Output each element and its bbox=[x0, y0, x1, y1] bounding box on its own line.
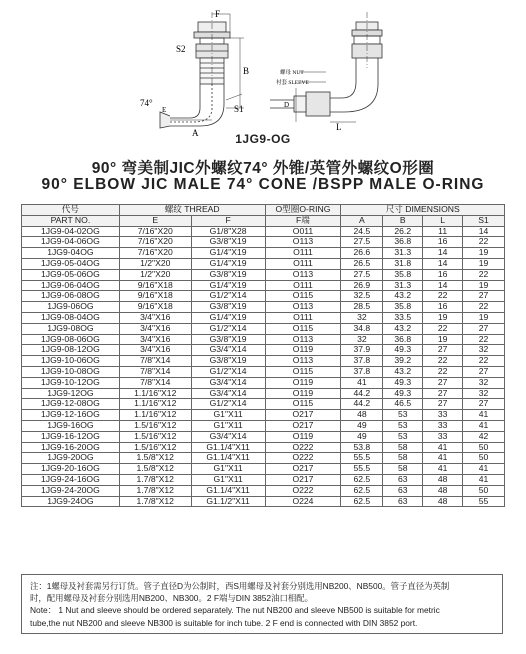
table-cell: 53 bbox=[383, 420, 423, 431]
table-cell: G1"X11 bbox=[191, 464, 265, 475]
table-cell: G1/4"X19 bbox=[191, 280, 265, 291]
table-row bbox=[22, 485, 505, 496]
table-row bbox=[22, 269, 505, 280]
table-cell: O217 bbox=[265, 464, 341, 475]
note-line: 注：1螺母及衬套需另行订货。管子直径D为公制时，西S用螺母及衬套分别选用NB200、NB500。管子直径为英制 bbox=[30, 581, 450, 591]
header-f: F bbox=[191, 215, 265, 226]
table-cell: 34.8 bbox=[341, 323, 383, 334]
table-cell: G3/4"X14 bbox=[191, 377, 265, 388]
table-cell: 31.3 bbox=[383, 280, 423, 291]
table-cell: 43.2 bbox=[383, 323, 423, 334]
table-cell: 33.5 bbox=[383, 312, 423, 323]
table-row bbox=[22, 496, 505, 507]
table-cell: 1JG9-08-06OG bbox=[22, 334, 120, 345]
table-cell: 9/16"X18 bbox=[119, 291, 191, 302]
table-cell: 53.8 bbox=[341, 442, 383, 453]
table-cell: 55.5 bbox=[341, 453, 383, 464]
table-cell: 32 bbox=[463, 377, 505, 388]
table-cell: G1"X11 bbox=[191, 474, 265, 485]
table-cell: 48 bbox=[341, 410, 383, 421]
table-cell: 31.3 bbox=[383, 248, 423, 259]
table-cell: G3/8"X19 bbox=[191, 237, 265, 248]
table-cell: 1JG9-20OG bbox=[22, 453, 120, 464]
table-row bbox=[22, 248, 505, 259]
table-cell: O222 bbox=[265, 442, 341, 453]
table-cell: 1JG9-24-20OG bbox=[22, 485, 120, 496]
label-l: L bbox=[336, 122, 342, 132]
table-cell: 62.5 bbox=[341, 496, 383, 507]
table-row bbox=[22, 420, 505, 431]
table-cell: 58 bbox=[383, 464, 423, 475]
table-cell: G1.1/2"X11 bbox=[191, 496, 265, 507]
table-cell: 19 bbox=[463, 312, 505, 323]
table-row bbox=[22, 377, 505, 388]
table-cell: G1/4"X19 bbox=[191, 248, 265, 259]
table-row bbox=[22, 280, 505, 291]
fitting-drawing bbox=[130, 8, 400, 138]
table-cell: 58 bbox=[383, 442, 423, 453]
table-cell: 1.7/8"X12 bbox=[119, 496, 191, 507]
table-cell: O119 bbox=[265, 345, 341, 356]
table-cell: 1JG9-12-08OG bbox=[22, 399, 120, 410]
table-cell: 36.8 bbox=[383, 334, 423, 345]
table-cell: 31.8 bbox=[383, 258, 423, 269]
table-cell: 27 bbox=[463, 323, 505, 334]
table-cell: 1JG9-12OG bbox=[22, 388, 120, 399]
table-cell: 7/8"X14 bbox=[119, 356, 191, 367]
table-cell: 41 bbox=[423, 453, 463, 464]
table-cell: 48 bbox=[423, 474, 463, 485]
table-cell: 22 bbox=[423, 323, 463, 334]
table-cell: 41 bbox=[463, 474, 505, 485]
table-cell: O111 bbox=[265, 258, 341, 269]
table-cell: 43.2 bbox=[383, 291, 423, 302]
table-row bbox=[22, 366, 505, 377]
table-cell: 1/2"X20 bbox=[119, 269, 191, 280]
table-cell: 48 bbox=[423, 485, 463, 496]
table-cell: 46.5 bbox=[383, 399, 423, 410]
table-cell: O222 bbox=[265, 485, 341, 496]
note-line: tube,the nut NB200 and sleeve NB300 is suitable for inch tube. 2 F end is connected with DIN 3852 port. bbox=[30, 617, 418, 628]
table-cell: 1JG9-06OG bbox=[22, 302, 120, 313]
header-a: A bbox=[341, 215, 383, 226]
notes-box bbox=[21, 574, 503, 634]
table-cell: 14 bbox=[423, 248, 463, 259]
table-cell: 27 bbox=[423, 388, 463, 399]
header-dimensions: 尺寸 DIMENSIONS bbox=[341, 205, 505, 216]
table-cell: G3/4"X14 bbox=[191, 431, 265, 442]
table-cell: G3/8"X19 bbox=[191, 302, 265, 313]
model-code: 1JG9-OG bbox=[235, 132, 291, 146]
label-b: B bbox=[243, 66, 250, 76]
table-cell: 1JG9-24-16OG bbox=[22, 474, 120, 485]
table-cell: 44.2 bbox=[341, 399, 383, 410]
table-cell: 3/4"X16 bbox=[119, 345, 191, 356]
table-cell: 19 bbox=[463, 248, 505, 259]
table-cell: G1/2"X14 bbox=[191, 323, 265, 334]
table-cell: 37.9 bbox=[341, 345, 383, 356]
table-row bbox=[22, 323, 505, 334]
table-cell: 22 bbox=[423, 356, 463, 367]
table-cell: G1/2"X14 bbox=[191, 366, 265, 377]
table-cell: O115 bbox=[265, 399, 341, 410]
table-cell: G1"X11 bbox=[191, 420, 265, 431]
table-cell: 32 bbox=[341, 334, 383, 345]
header-row-2 bbox=[22, 215, 505, 226]
table-cell: 32 bbox=[463, 345, 505, 356]
table-row bbox=[22, 399, 505, 410]
table-cell: 41 bbox=[463, 464, 505, 475]
table-cell: 35.8 bbox=[383, 302, 423, 313]
table-cell: 1JG9-16OG bbox=[22, 420, 120, 431]
table-cell: G1/4"X19 bbox=[191, 258, 265, 269]
table-cell: 1.5/16"X12 bbox=[119, 431, 191, 442]
header-f-end: F端 bbox=[265, 215, 341, 226]
table-cell: 26.2 bbox=[383, 226, 423, 237]
table-cell: 1JG9-10-06OG bbox=[22, 356, 120, 367]
table-cell: 44.2 bbox=[341, 388, 383, 399]
table-cell: 58 bbox=[383, 453, 423, 464]
label-a: A bbox=[192, 128, 199, 138]
note-line: Note： 1 Nut and sleeve should be ordered separately. The nut NB200 and sleeve NB500 is suitable for metric bbox=[30, 605, 440, 616]
table-cell: 16 bbox=[423, 269, 463, 280]
table-cell: 22 bbox=[463, 334, 505, 345]
table-cell: 1.5/16"X12 bbox=[119, 420, 191, 431]
table-cell: 16 bbox=[423, 302, 463, 313]
table-cell: 1.1/16"X12 bbox=[119, 388, 191, 399]
table-cell: 1.1/16"X12 bbox=[119, 410, 191, 421]
table-cell: G1/2"X14 bbox=[191, 291, 265, 302]
label-s2: S2 bbox=[176, 44, 186, 54]
table-cell: 22 bbox=[423, 291, 463, 302]
table-cell: G1/4"X19 bbox=[191, 312, 265, 323]
table-cell: 1/2"X20 bbox=[119, 258, 191, 269]
header-code: 代号 bbox=[22, 205, 120, 216]
table-cell: 1JG9-10-08OG bbox=[22, 366, 120, 377]
table-row bbox=[22, 312, 505, 323]
table-cell: O113 bbox=[265, 237, 341, 248]
table-cell: 1JG9-16-20OG bbox=[22, 442, 120, 453]
table-cell: 1JG9-10-12OG bbox=[22, 377, 120, 388]
table-cell: 22 bbox=[463, 302, 505, 313]
table-cell: 1JG9-06-04OG bbox=[22, 280, 120, 291]
table-cell: 41 bbox=[463, 410, 505, 421]
label-nut: 螺母 NUT bbox=[280, 70, 304, 76]
table-cell: G1.1/4"X11 bbox=[191, 485, 265, 496]
table-cell: 28.5 bbox=[341, 302, 383, 313]
table-row bbox=[22, 388, 505, 399]
table-cell: 22 bbox=[423, 366, 463, 377]
table-row bbox=[22, 334, 505, 345]
header-oring: O型圈O-RING bbox=[265, 205, 341, 216]
table-cell: 50 bbox=[463, 485, 505, 496]
table-cell: 50 bbox=[463, 442, 505, 453]
table-cell: 9/16"X18 bbox=[119, 280, 191, 291]
table-row bbox=[22, 356, 505, 367]
table-cell: 33 bbox=[423, 420, 463, 431]
table-cell: 53 bbox=[383, 410, 423, 421]
table-cell: 1JG9-12-16OG bbox=[22, 410, 120, 421]
table-cell: 1.1/16"X12 bbox=[119, 399, 191, 410]
table-cell: 19 bbox=[463, 258, 505, 269]
table-cell: O115 bbox=[265, 323, 341, 334]
table-cell: 42 bbox=[463, 431, 505, 442]
table-cell: 32.5 bbox=[341, 291, 383, 302]
table-cell: O222 bbox=[265, 453, 341, 464]
title-english: 90° ELBOW JIC MALE 74° CONE /BSPP MALE O-RING bbox=[41, 176, 485, 193]
table-cell: 32 bbox=[463, 388, 505, 399]
table-cell: 26.9 bbox=[341, 280, 383, 291]
table-cell: 48 bbox=[423, 496, 463, 507]
table-cell: 7/8"X14 bbox=[119, 366, 191, 377]
table-cell: O113 bbox=[265, 302, 341, 313]
table-cell: 41 bbox=[423, 442, 463, 453]
label-sleeve: 衬套 SLEEVE bbox=[276, 80, 309, 86]
table-cell: 43.2 bbox=[383, 366, 423, 377]
table-cell: O115 bbox=[265, 366, 341, 377]
table-cell: G1/8"X28 bbox=[191, 226, 265, 237]
table-cell: O224 bbox=[265, 496, 341, 507]
table-cell: 27 bbox=[423, 399, 463, 410]
table-cell: 39.2 bbox=[383, 356, 423, 367]
label-d: D bbox=[284, 101, 290, 109]
header-e: E bbox=[119, 215, 191, 226]
table-cell: 32 bbox=[341, 312, 383, 323]
table-cell: 1JG9-08OG bbox=[22, 323, 120, 334]
table-cell: 1JG9-16-12OG bbox=[22, 431, 120, 442]
table-cell: 1JG9-05-06OG bbox=[22, 269, 120, 280]
table-cell: O113 bbox=[265, 269, 341, 280]
table-cell: 63 bbox=[383, 496, 423, 507]
table-cell: 1JG9-06-08OG bbox=[22, 291, 120, 302]
table-cell: 27.5 bbox=[341, 237, 383, 248]
table-cell: 1JG9-04-02OG bbox=[22, 226, 120, 237]
table-cell: 19 bbox=[423, 312, 463, 323]
table-cell: G1"X11 bbox=[191, 410, 265, 421]
label-angle: 74° bbox=[140, 98, 153, 108]
table-cell: 49 bbox=[341, 420, 383, 431]
table-cell: O119 bbox=[265, 377, 341, 388]
table-cell: G1.1/4"X11 bbox=[191, 442, 265, 453]
table-cell: 33 bbox=[423, 410, 463, 421]
table-cell: 27 bbox=[463, 366, 505, 377]
table-cell: 41 bbox=[463, 420, 505, 431]
label-s1: S1 bbox=[234, 104, 244, 114]
table-cell: 49.3 bbox=[383, 388, 423, 399]
table-cell: G3/8"X19 bbox=[191, 334, 265, 345]
table-cell: O111 bbox=[265, 312, 341, 323]
table-cell: 27 bbox=[463, 399, 505, 410]
table-cell: O217 bbox=[265, 410, 341, 421]
table-cell: 7/16"X20 bbox=[119, 226, 191, 237]
table-cell: 27 bbox=[423, 377, 463, 388]
table-cell: 14 bbox=[463, 226, 505, 237]
label-f: F bbox=[215, 9, 221, 19]
table-cell: 49.3 bbox=[383, 345, 423, 356]
header-thread: 螺纹 THREAD bbox=[119, 205, 265, 216]
table-cell: 1JG9-08-12OG bbox=[22, 345, 120, 356]
table-cell: 24.5 bbox=[341, 226, 383, 237]
table-cell: 22 bbox=[463, 269, 505, 280]
table-cell: O217 bbox=[265, 474, 341, 485]
table-cell: 7/16"X20 bbox=[119, 248, 191, 259]
table-cell: G3/4"X14 bbox=[191, 388, 265, 399]
table-cell: G1.1/4"X11 bbox=[191, 453, 265, 464]
table-row bbox=[22, 442, 505, 453]
header-b: B bbox=[383, 215, 423, 226]
table-cell: 27 bbox=[423, 345, 463, 356]
table-cell: O113 bbox=[265, 334, 341, 345]
table-row bbox=[22, 237, 505, 248]
table-cell: 41 bbox=[423, 464, 463, 475]
table-row bbox=[22, 291, 505, 302]
table-cell: 3/4"X16 bbox=[119, 312, 191, 323]
table-row bbox=[22, 431, 505, 442]
table-cell: 1JG9-20-16OG bbox=[22, 464, 120, 475]
table-cell: 37.8 bbox=[341, 366, 383, 377]
table-cell: 49.3 bbox=[383, 377, 423, 388]
table-cell: 1JG9-05-04OG bbox=[22, 258, 120, 269]
table-cell: 41 bbox=[341, 377, 383, 388]
table-row bbox=[22, 302, 505, 313]
table-cell: O011 bbox=[265, 226, 341, 237]
note-line: 时，配用螺母及衬套分别选用NB200、NB300。2 F端与DIN 3852油口相配。 bbox=[30, 593, 313, 604]
table-cell: 11 bbox=[423, 226, 463, 237]
table-cell: G3/8"X19 bbox=[191, 269, 265, 280]
table-cell: 7/8"X14 bbox=[119, 377, 191, 388]
table-cell: 22 bbox=[463, 356, 505, 367]
table-cell: 1.5/8"X12 bbox=[119, 453, 191, 464]
header-part-no: PART NO. bbox=[22, 215, 120, 226]
table-cell: 26.5 bbox=[341, 258, 383, 269]
table-row bbox=[22, 345, 505, 356]
table-cell: 1JG9-24OG bbox=[22, 496, 120, 507]
table-cell: 9/16"X18 bbox=[119, 302, 191, 313]
table-cell: 27.5 bbox=[341, 269, 383, 280]
table-cell: O115 bbox=[265, 291, 341, 302]
table-cell: 27 bbox=[463, 291, 505, 302]
table-cell: 37.8 bbox=[341, 356, 383, 367]
table-cell: 36.8 bbox=[383, 237, 423, 248]
spec-table-body bbox=[22, 226, 505, 507]
table-row bbox=[22, 226, 505, 237]
table-cell: 16 bbox=[423, 237, 463, 248]
table-cell: 22 bbox=[463, 237, 505, 248]
table-cell: 7/16"X20 bbox=[119, 237, 191, 248]
table-cell: 62.5 bbox=[341, 474, 383, 485]
table-cell: O119 bbox=[265, 431, 341, 442]
table-row bbox=[22, 258, 505, 269]
table-cell: 62.5 bbox=[341, 485, 383, 496]
table-cell: 1.7/8"X12 bbox=[119, 474, 191, 485]
table-cell: 19 bbox=[463, 280, 505, 291]
table-cell: 3/4"X16 bbox=[119, 323, 191, 334]
header-s1: S1 bbox=[463, 215, 505, 226]
table-cell: 63 bbox=[383, 485, 423, 496]
table-cell: G3/8"X19 bbox=[191, 356, 265, 367]
table-cell: O111 bbox=[265, 280, 341, 291]
table-cell: 55.5 bbox=[341, 464, 383, 475]
table-row bbox=[22, 410, 505, 421]
table-cell: 55 bbox=[463, 496, 505, 507]
table-cell: O113 bbox=[265, 356, 341, 367]
table-cell: 35.8 bbox=[383, 269, 423, 280]
table-cell: 1.7/8"X12 bbox=[119, 485, 191, 496]
header-row-1 bbox=[22, 205, 505, 216]
title-chinese: 90° 弯美制JIC外螺纹74° 外锥/英管外螺纹O形圈 bbox=[91, 160, 435, 177]
table-cell: G1/2"X14 bbox=[191, 399, 265, 410]
table-cell: 14 bbox=[423, 280, 463, 291]
table-cell: 3/4"X16 bbox=[119, 334, 191, 345]
table-cell: 33 bbox=[423, 431, 463, 442]
table-row bbox=[22, 474, 505, 485]
table-cell: 1.5/8"X12 bbox=[119, 464, 191, 475]
table-row bbox=[22, 453, 505, 464]
header-l: L bbox=[423, 215, 463, 226]
table-cell: 50 bbox=[463, 453, 505, 464]
table-cell: O119 bbox=[265, 388, 341, 399]
table-cell: 49 bbox=[341, 431, 383, 442]
table-row bbox=[22, 464, 505, 475]
table-cell: 53 bbox=[383, 431, 423, 442]
table-cell: 26.6 bbox=[341, 248, 383, 259]
table-cell: G3/4"X14 bbox=[191, 345, 265, 356]
table-cell: 1JG9-04-06OG bbox=[22, 237, 120, 248]
table-cell: 1JG9-08-04OG bbox=[22, 312, 120, 323]
table-cell: O217 bbox=[265, 420, 341, 431]
table-cell: 1.5/16"X12 bbox=[119, 442, 191, 453]
table-cell: O111 bbox=[265, 248, 341, 259]
table-cell: 1JG9-04OG bbox=[22, 248, 120, 259]
table-cell: 63 bbox=[383, 474, 423, 485]
table-cell: 19 bbox=[423, 334, 463, 345]
label-e: E bbox=[162, 106, 167, 114]
spec-table bbox=[21, 204, 505, 507]
table-cell: 14 bbox=[423, 258, 463, 269]
